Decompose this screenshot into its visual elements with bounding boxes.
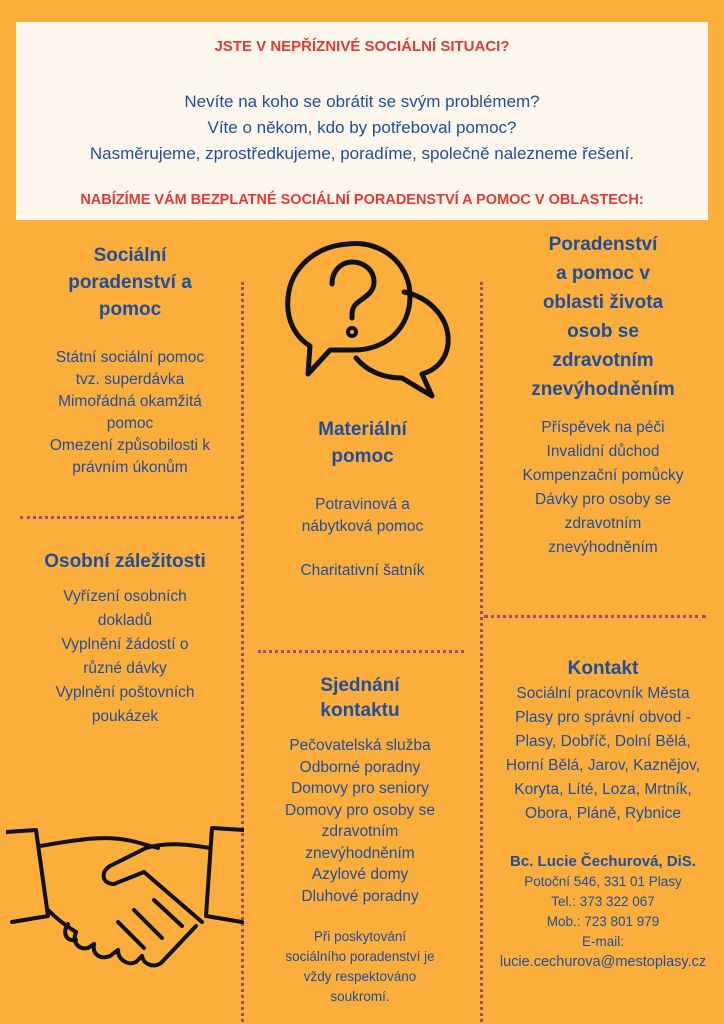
description-line: Obora, Pláně, Rybnice xyxy=(525,805,681,822)
list-item: Kompenzační pomůcky xyxy=(522,467,684,484)
section-items xyxy=(20,347,240,479)
list-item: Vyřízení osobních xyxy=(63,588,187,605)
contact-details xyxy=(486,872,720,972)
note-line: vždy respektováno xyxy=(303,969,417,984)
section-heading xyxy=(488,230,718,404)
contact-mobile: Mob.: 723 801 979 xyxy=(546,914,660,929)
handshake-icon xyxy=(6,826,244,976)
divider-vertical-right xyxy=(480,282,483,1022)
list-item: nábytková pomoc xyxy=(301,518,424,535)
heading-line: zdravotním xyxy=(552,350,654,371)
heading-line: znevýhodněním xyxy=(531,379,675,400)
section-items xyxy=(250,494,475,582)
header-box xyxy=(16,22,708,220)
section-contact-mediation xyxy=(246,673,474,1007)
heading-line: osob se xyxy=(567,321,639,342)
intro-line: Nevíte na koho se obrátit se svým problémem? xyxy=(184,92,540,111)
contact-description xyxy=(486,682,720,826)
list-item: Azylové domy xyxy=(311,866,409,883)
description-line: Sociální pracovník Města xyxy=(516,685,690,702)
heading-line: Sjednání xyxy=(320,675,400,696)
section-disability xyxy=(488,230,718,560)
list-item: Domovy pro seniory xyxy=(291,780,429,797)
list-item: znevýhodněním xyxy=(548,539,658,556)
list-item: Vyplnění žádostí o xyxy=(61,636,189,653)
list-item: Státní sociální pomoc xyxy=(55,349,205,366)
list-item: dokladů xyxy=(97,612,153,629)
list-item: tvz. superdávka xyxy=(75,371,185,388)
section-heading: Kontakt xyxy=(567,658,639,679)
section-items xyxy=(488,416,718,560)
section-heading: Osobní záležitosti xyxy=(44,551,206,572)
list-item: Dávky pro osoby se xyxy=(534,491,672,508)
list-item: Vyplnění poštovních xyxy=(55,684,195,701)
header-title: JSTE V NEPŘÍZNIVÉ SOCIÁLNÍ SITUACI? xyxy=(214,38,510,55)
heading-line: a pomoc v xyxy=(556,263,650,284)
list-item: Invalidní důchod xyxy=(546,443,660,460)
list-item: zdravotním xyxy=(321,823,399,840)
description-line: Plasy, Dobříč, Dolní Bělá, xyxy=(515,733,691,750)
list-item: pomoc xyxy=(106,415,154,432)
list-item: Omezení způsobilosti k xyxy=(49,437,211,454)
section-items xyxy=(246,735,474,907)
description-line: Horní Bělá, Jarov, Kaznějov, xyxy=(505,757,701,774)
heading-line: pomoc xyxy=(331,446,394,467)
heading-line: Sociální xyxy=(93,245,167,266)
section-heading xyxy=(20,242,240,323)
intro-line: Nasměrujeme, zprostředkujeme, poradíme, společně nalezneme řešení. xyxy=(89,144,635,163)
list-item: znevýhodněním xyxy=(305,844,415,862)
list-item: právním úkonům xyxy=(72,459,188,476)
section-social-counselling xyxy=(20,242,240,479)
header-intro xyxy=(16,89,708,167)
contact-phone: Tel.: 373 322 067 xyxy=(551,894,655,909)
divider-horizontal-left xyxy=(20,516,241,519)
list-item: různé dávky xyxy=(83,660,167,677)
list-item: Domovy pro osoby se xyxy=(285,801,435,819)
contact-name: Bc. Lucie Čechurová, DiS. xyxy=(510,853,696,870)
note-line: Při poskytování xyxy=(313,929,407,944)
list-item: Odborné poradny xyxy=(299,758,421,776)
list-item: Potravinová a xyxy=(315,496,410,513)
intro-line: Víte o někom, kdo by potřeboval pomoc? xyxy=(207,118,517,137)
list-item: Dluhové poradny xyxy=(301,887,419,905)
list-item: poukázek xyxy=(91,708,159,725)
section-heading xyxy=(250,416,475,470)
section-personal-affairs xyxy=(14,548,236,729)
list-item: Mimořádná okamžitá xyxy=(58,393,202,410)
privacy-note xyxy=(246,927,474,1007)
section-heading xyxy=(246,673,474,723)
section-contact xyxy=(486,655,720,972)
contact-address: Potoční 546, 331 01 Plasy xyxy=(524,874,682,889)
divider-horizontal-middle xyxy=(258,650,464,653)
list-item: Pečovatelská služba xyxy=(289,737,431,754)
list-item: Příspěvek na péči xyxy=(541,419,665,436)
heading-line: poradenství a xyxy=(68,272,192,293)
divider-horizontal-right xyxy=(484,615,706,618)
heading-line: oblasti života xyxy=(542,292,664,313)
heading-line: pomoc xyxy=(98,299,162,320)
list-item: zdravotním xyxy=(564,515,642,532)
contact-email[interactable]: lucie.cechurova@mestoplasy.cz xyxy=(499,954,707,970)
section-material-help xyxy=(250,416,475,582)
list-item: Charitativní šatník xyxy=(300,562,425,579)
section-items xyxy=(14,585,236,729)
contact-email-label: E-mail: xyxy=(581,934,624,949)
description-line: Koryta, Líté, Loza, Mrtník, xyxy=(514,781,692,798)
note-line: soukromí. xyxy=(330,989,390,1004)
speech-bubbles-question-icon xyxy=(282,232,462,404)
heading-line: kontaktu xyxy=(320,700,400,721)
header-subtitle: NABÍZÍME VÁM BEZPLATNÉ SOCIÁLNÍ PORADENSTVÍ A POMOC V OBLASTECH: xyxy=(80,192,644,208)
description-line: Plasy pro správní obvod - xyxy=(515,709,691,726)
note-line: sociálního poradenství je xyxy=(285,949,435,964)
heading-line: Poradenství xyxy=(548,234,658,255)
heading-line: Materiální xyxy=(318,419,407,440)
